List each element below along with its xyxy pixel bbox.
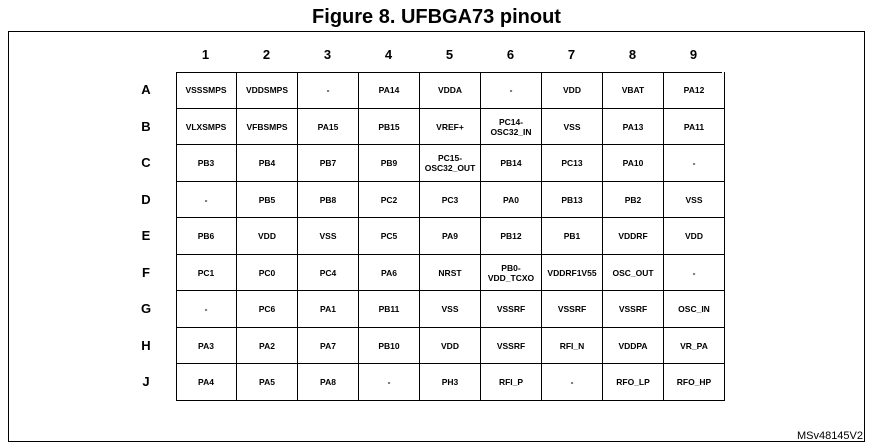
pin-cell-a4: PA14 — [359, 72, 420, 109]
pin-cell-g8: VSSRF — [603, 291, 664, 328]
pin-cell-h6: VSSRF — [481, 328, 542, 364]
pin-cell-g1: - — [176, 291, 237, 328]
pin-cell-h7: RFI_N — [542, 328, 603, 364]
pin-cell-c2: PB4 — [237, 145, 298, 182]
pin-cell-b8: PA13 — [603, 109, 664, 145]
pin-cell-j7: - — [542, 364, 603, 401]
pin-cell-g9: OSC_IN — [664, 291, 725, 328]
pin-cell-e3: VSS — [298, 218, 359, 255]
pin-cell-b4: PB15 — [359, 109, 420, 145]
pin-cell-c8: PA10 — [603, 145, 664, 182]
pin-cell-h5: VDD — [420, 328, 481, 364]
pin-cell-e5: PA9 — [420, 218, 481, 255]
figure-title: Figure 8. UFBGA73 pinout — [312, 6, 561, 28]
pin-cell-c1: PB3 — [176, 145, 237, 182]
pin-cell-c6: PB14 — [481, 145, 542, 182]
pin-cell-f4: PA6 — [359, 255, 420, 291]
pin-cell-b3: PA15 — [298, 109, 359, 145]
pin-cell-h2: PA2 — [237, 328, 298, 364]
pin-cell-a9: PA12 — [664, 72, 725, 109]
pin-cell-j8: RFO_LP — [603, 364, 664, 401]
pin-cell-h3: PA7 — [298, 328, 359, 364]
pin-cell-h8: VDDPA — [603, 328, 664, 364]
pin-cell-b5: VREF+ — [420, 109, 481, 145]
pin-cell-e2: VDD — [237, 218, 298, 255]
pin-cell-f2: PC0 — [237, 255, 298, 291]
pin-cell-c3: PB7 — [298, 145, 359, 182]
pin-cell-b2: VFBSMPS — [237, 109, 298, 145]
row-header-f: F — [142, 264, 150, 280]
pin-cell-e9: VDD — [664, 218, 725, 255]
pin-cell-j5: PH3 — [420, 364, 481, 401]
pin-cell-d8: PB2 — [603, 182, 664, 218]
pin-cell-b9: PA11 — [664, 109, 725, 145]
pin-cell-b6: PC14- OSC32_IN — [481, 109, 542, 145]
pin-cell-g2: PC6 — [237, 291, 298, 328]
pin-cell-h9: VR_PA — [664, 328, 725, 364]
pin-cell-h1: PA3 — [176, 328, 237, 364]
row-header-d: D — [141, 191, 151, 207]
pin-cell-g7: VSSRF — [542, 291, 603, 328]
row-header-a: A — [141, 82, 151, 98]
pin-cell-e8: VDDRF — [603, 218, 664, 255]
column-header-9: 9 — [689, 47, 698, 62]
column-header-4: 4 — [384, 47, 393, 62]
pin-cell-f7: VDDRF1V55 — [542, 255, 603, 291]
pin-cell-e6: PB12 — [481, 218, 542, 255]
pin-cell-f5: NRST — [420, 255, 481, 291]
pin-cell-g3: PA1 — [298, 291, 359, 328]
pinout-grid — [176, 72, 722, 401]
pin-cell-a7: VDD — [542, 72, 603, 109]
pin-cell-j2: PA5 — [237, 364, 298, 401]
row-header-b: B — [141, 118, 151, 134]
pin-cell-e7: PB1 — [542, 218, 603, 255]
diagram-code: MSv48145V2 — [796, 430, 863, 442]
pin-cell-j3: PA8 — [298, 364, 359, 401]
column-header-2: 2 — [262, 47, 271, 62]
pin-cell-a6: - — [481, 72, 542, 109]
pin-cell-d4: PC2 — [359, 182, 420, 218]
pin-cell-h4: PB10 — [359, 328, 420, 364]
pin-cell-b7: VSS — [542, 109, 603, 145]
pin-cell-j6: RFI_P — [481, 364, 542, 401]
row-header-j: J — [142, 374, 150, 390]
pin-cell-d2: PB5 — [237, 182, 298, 218]
column-header-1: 1 — [201, 47, 210, 62]
pin-cell-g4: PB11 — [359, 291, 420, 328]
column-header-5: 5 — [445, 47, 454, 62]
pin-cell-c9: - — [664, 145, 725, 182]
pin-cell-f9: - — [664, 255, 725, 291]
pin-cell-d1: - — [176, 182, 237, 218]
pin-cell-d6: PA0 — [481, 182, 542, 218]
pin-cell-g5: VSS — [420, 291, 481, 328]
pin-cell-f8: OSC_OUT — [603, 255, 664, 291]
column-header-7: 7 — [567, 47, 576, 62]
pin-cell-j4: - — [359, 364, 420, 401]
pin-cell-c4: PB9 — [359, 145, 420, 182]
column-header-3: 3 — [323, 47, 332, 62]
row-header-e: E — [141, 228, 151, 244]
pin-cell-a5: VDDA — [420, 72, 481, 109]
pin-cell-d7: PB13 — [542, 182, 603, 218]
pin-cell-e1: PB6 — [176, 218, 237, 255]
pin-cell-a1: VSSSMPS — [176, 72, 237, 109]
pin-cell-a8: VBAT — [603, 72, 664, 109]
row-header-g: G — [140, 301, 152, 317]
pin-cell-a2: VDDSMPS — [237, 72, 298, 109]
pin-cell-f3: PC4 — [298, 255, 359, 291]
pin-cell-c5: PC15- OSC32_OUT — [420, 145, 481, 182]
pin-cell-j1: PA4 — [176, 364, 237, 401]
pin-cell-d9: VSS — [664, 182, 725, 218]
row-header-c: C — [141, 155, 151, 171]
pin-cell-j9: RFO_HP — [664, 364, 725, 401]
pin-cell-g6: VSSRF — [481, 291, 542, 328]
column-header-6: 6 — [506, 47, 515, 62]
column-header-8: 8 — [628, 47, 637, 62]
pin-cell-d5: PC3 — [420, 182, 481, 218]
pin-cell-b1: VLXSMPS — [176, 109, 237, 145]
pin-cell-f1: PC1 — [176, 255, 237, 291]
pin-cell-f6: PB0- VDD_TCXO — [481, 255, 542, 291]
pin-cell-a3: - — [298, 72, 359, 109]
pin-cell-e4: PC5 — [359, 218, 420, 255]
row-header-h: H — [141, 337, 151, 353]
pin-cell-c7: PC13 — [542, 145, 603, 182]
pin-cell-d3: PB8 — [298, 182, 359, 218]
